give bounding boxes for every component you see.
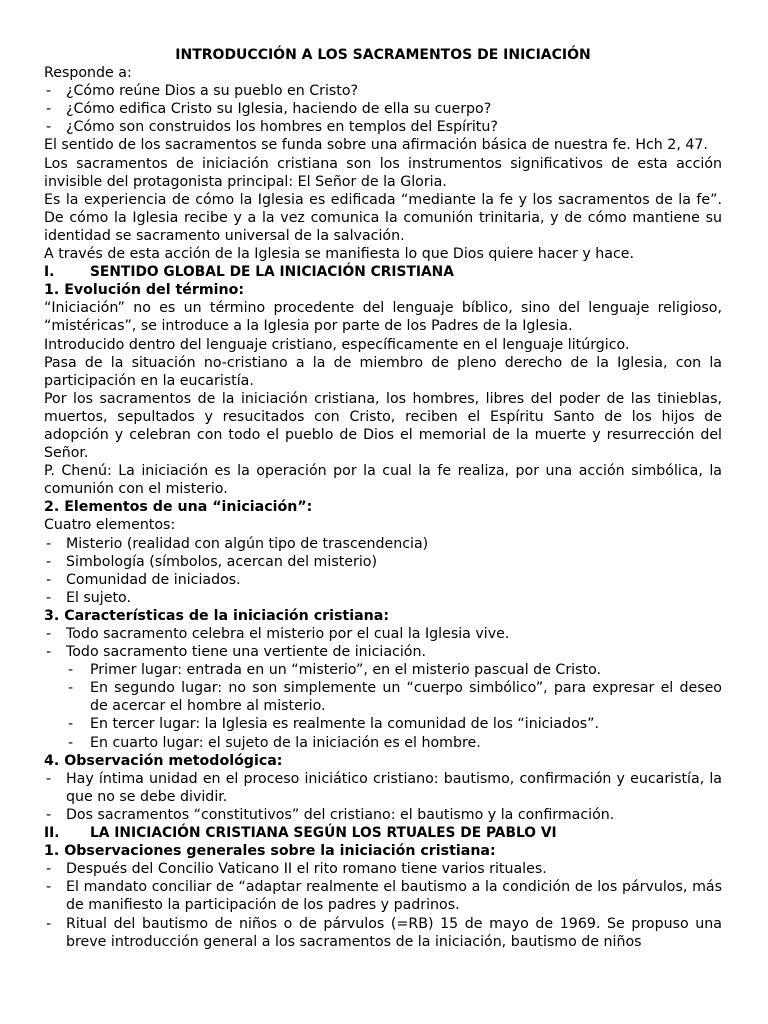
intro-label: Responde a: <box>44 65 132 82</box>
paragraph: “Iniciación” no es un término procedente del lenguaje bíblico, sino del lenguaje religioso, “mistéricas”, se introduce a la Iglesia por parte de los Padres de la Iglesia. <box>44 300 722 335</box>
list-label: Cuatro elementos: <box>44 517 176 534</box>
intro-question: - ¿Cómo edifica Cristo su Iglesia, haciendo de ella su cuerpo? <box>44 100 722 118</box>
subsection-heading: 2. Elementos de una “iniciación”: <box>44 499 313 516</box>
list-item: - El sujeto. <box>44 589 722 607</box>
document-body <box>44 46 722 951</box>
section-heading <box>44 263 722 281</box>
intro-question: - ¿Cómo reúne Dios a su pueblo en Cristo? <box>44 82 722 100</box>
subsection-heading: 1. Observaciones generales sobre la iniciación cristiana: <box>44 843 496 860</box>
intro-paragraph: Los sacramentos de iniciación cristiana son los instrumentos significativos de esta acción invisible del protagonista principal: El Señor de la Gloria. <box>44 155 722 190</box>
nested-list-item: - En tercer lugar: la Iglesia es realmente la comunidad de los “iniciados”. <box>44 715 722 733</box>
subsection-heading: 4. Observación metodológica: <box>44 752 283 769</box>
paragraph: Introducido dentro del lenguaje cristiano, específicamente en el lenguaje litúrgico. <box>44 336 630 353</box>
list-item: - Misterio (realidad con algún tipo de trascendencia) <box>44 535 722 553</box>
list-item: - Dos sacramentos “constitutivos” del cristiano: el bautismo y la confirmación. <box>44 806 722 824</box>
nested-list-item: - En cuarto lugar: el sujeto de la iniciación es el hombre. <box>44 734 722 752</box>
subsection-heading: 3. Características de la iniciación cristiana: <box>44 607 389 624</box>
subsection-heading: 1. Evolución del término: <box>44 282 245 299</box>
list-item: - Todo sacramento tiene una vertiente de iniciación. <box>44 643 722 661</box>
paragraph: P. Chenú: La iniciación es la operación por la cual la fe realiza, por una acción simbólica, la comunión con el misterio. <box>44 463 722 498</box>
list-item: - Ritual del bautismo de niños o de párvulos (=RB) 15 de mayo de 1969. Se propuso una breve introducción general a los sacramentos de la iniciación, bautismo de niños <box>44 915 722 951</box>
section-number: I. <box>44 264 55 281</box>
intro-paragraph: Es la experiencia de cómo la Iglesia es edificada “mediante la fe y los sacramentos de la fe”. De cómo la Iglesia recibe y a la vez comunica la comunión trinitaria, y de cómo mantiene su identidad se sacramento universal de la salvación. <box>44 191 722 244</box>
section-title: LA INICIACIÓN CRISTIANA SEGÚN LOS RTUALES DE PABLO VI <box>90 825 557 842</box>
nested-list-item: - Primer lugar: entrada en un “misterio”, en el misterio pascual de Cristo. <box>44 661 722 679</box>
list-item: - El mandato conciliar de “adaptar realmente el bautismo a la condición de los párvulos, más de manifiesto la participación de los padres y padrinos. <box>44 878 722 914</box>
paragraph: Pasa de la situación no-cristiano a la de miembro de pleno derecho de la Iglesia, con la participación en la eucaristía. <box>44 354 722 389</box>
intro-question: - ¿Cómo son construidos los hombres en templos del Espíritu? <box>44 118 722 136</box>
section-title: SENTIDO GLOBAL DE LA INICIACIÓN CRISTIANA <box>90 264 454 281</box>
document-title: INTRODUCCIÓN A LOS SACRAMENTOS DE INICIACIÓN <box>175 47 591 63</box>
list-item: - Después del Concilio Vaticano II el rito romano tiene varios rituales. <box>44 860 722 878</box>
intro-paragraph: A través de esta acción de la Iglesia se manifiesta lo que Dios quiere hacer y hace. <box>44 246 635 263</box>
list-item: - Hay íntima unidad en el proceso iniciático cristiano: bautismo, confirmación y eucaristía, la que no se debe dividir. <box>44 770 722 806</box>
list-item: - Comunidad de iniciados. <box>44 571 722 589</box>
nested-list-item: - En segundo lugar: no son simplemente un “cuerpo simbólico”, para expresar el deseo de acercar el hombre al misterio. <box>44 679 722 715</box>
list-item: - Todo sacramento celebra el misterio por el cual la Iglesia vive. <box>44 625 722 643</box>
section-number: II. <box>44 825 60 842</box>
section-heading <box>44 824 722 842</box>
list-item: - Simbología (símbolos, acercan del misterio) <box>44 553 722 571</box>
paragraph: Por los sacramentos de la iniciación cristiana, los hombres, libres del poder de las tinieblas, muertos, sepultados y resucitados con Cristo, reciben el Espíritu Santo de los hijos de adopción y celebran con todo el pueblo de Dios el memorial de la muerte y resurrección del Señor. <box>44 390 722 462</box>
intro-paragraph: El sentido de los sacramentos se funda sobre una afirmación básica de nuestra fe. Hch 2, 47. <box>44 137 708 154</box>
